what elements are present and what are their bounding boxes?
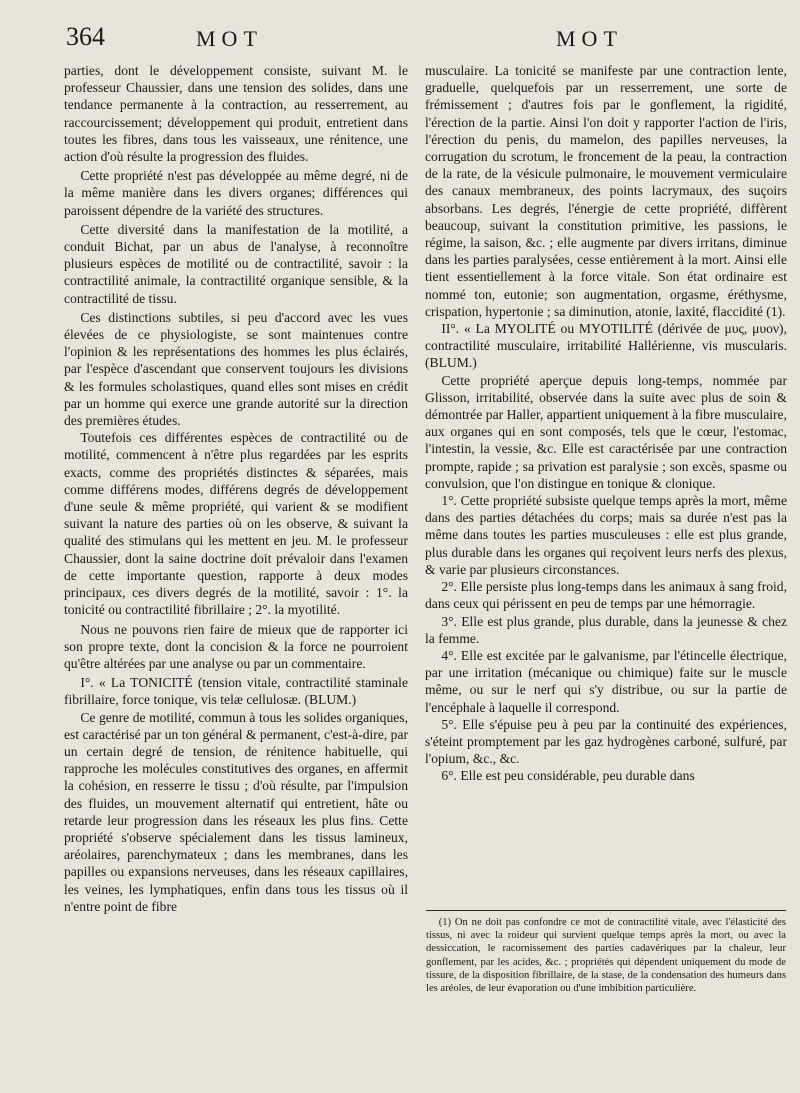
section-heading-tonicite: I°. « La TONICITÉ (tension vitale, contractilité staminale fibrillaire, force tonique, vis telæ cellulosæ. (BLUM.) [64,675,408,708]
left-column [64,62,408,915]
paragraph: Ces distinctions subtiles, si peu d'accord avec les vues élevées de ce physiologiste, se sont maintenues contre l'opinion & les représentations des hommes les plus éclairés, par l'espèce d'ascendant que conservent toujours les divisions & les formules scholastiques, quand elles sont mises en crédit par un homme qui exerce une grande autorité sur la direction des premières études. [64,309,408,429]
paragraph: Cette propriété n'est pas développée au même degré, ni de la même manière dans les divers organes; différences qui paroissent dépendre de la variété des structures. [64,168,408,218]
paragraph: Ce genre de motilité, commun à tous les solides organiques, est caractérisé par un ton général & permanent, c'est-à-dire, par un certain degré de tension, de rénitence habituelle, qui rapproche les molécules constitutives des organes, en affermit la cohésion, en resserre le tissu ; d'où résulte, par l'impulsion des fluides, un mouvement alternatif qui entretient, hâte ou retarde leur progression dans les réseaux les plus fins. Cette propriété s'observe spécialement dans les tissus lamineux, aréolaires, parenchymateux ; dans les membranes, dans les papilles ou expansions nerveuses, dans les réseaux capillaires, les veines, les lymphatiques, enfin dans tous les tissus où il n'entre point de fibre [64,709,409,914]
paragraph: Toutefois ces différentes espèces de contractilité ou de motilité, commencent à n'être plus regardées par les esprits exacts, comme des propriétés distinctes & séparées, mais comme différens modes, différens degrés de développement d'une seule & même propriété, qui varient & se modifient suivant la nature des parties où on les observe, & suivant la qualité des stimulans qui les mettent en jeu. M. le professeur Chaussier, dont la saine doctrine doit prévaloir dans l'examen de cette importante question, rapporte à deux modes principaux, ces divers degrés de la motilité, savoir : 1°. la tonicité ou contractilité fibrillaire ; 2°. la myotilité. [64,430,408,618]
running-head-right: MOT [556,26,623,51]
section-heading-myotilite: II°. « La MYOLITÉ ou MYOTILITÉ (dérivée de μυς, μυον), contractilité musculaire, irritabilité Hallérienne, vis muscularis. (BLUM.) [425,321,787,371]
page-header [0,22,800,56]
paragraph: parties, dont le développement consiste, suivant M. le professeur Chaussier, dans une tension des solides, dans une tendance permanente à la contraction, au resserrement, au raccourcissement; développement qui produit, entretient dans toutes les fibres, dans tous les vaisseaux, une rénitence, une action d'où résulte la progression des fluides. [64,63,408,165]
running-head-left: MOT [196,26,263,51]
list-item: 6°. Elle est peu considérable, peu durable dans [441,768,695,784]
footnote [426,916,786,995]
page-number: 364 [66,22,105,51]
list-item: 2°. Elle persiste plus long-temps dans les animaux à sang froid, dans ceux qui périssent en peu de temps par une hémorragie. [425,579,787,612]
list-item: 1°. Cette propriété subsiste quelque temps après la mort, même dans des parties détachées du corps; mais sa durée n'est pas la même dans toutes les parties musculeuses : elle est plus grande, plus durable dans les organes qui reçoivent leurs nerfs des plexus, & varie par plusieurs circonstances. [425,493,787,577]
footnote-divider [426,910,786,911]
list-item: 3°. Elle est plus grande, plus durable, dans la jeunesse & chez la femme. [425,613,787,646]
paragraph: Cette propriété aperçue depuis long-temps, nommée par Glisson, irritabilité, observée dans la suite avec plus de soin & démontrée par Haller, appartient uniquement à la fibre musculaire, aux organes qui en sont composés, tels que le cœur, l'estomac, l'intestin, la vessie, &c. Elle est caractérisée par une contraction prompte, rapide ; sa privation est paralysie ; son excès, spasme ou convulsion, que l'on distingue en tonique & clonique. [425,372,787,491]
paragraph: musculaire. La tonicité se manifeste par une contraction lente, graduelle, quelquefois par un resserrement, une sorte de frémissement ; d'autres fois par le gonflement, la rigidité, l'érection de la partie. Ainsi l'on doit y rapporter l'action de l'iris, l'érection du penis, du mamelon, des papilles nerveuses, la corrugation du scrotum, le froncement de la peau, la contraction de la rate, de la vésicule pulmonaire, le mouvement vermiculaire des canaux membraneux, des points lacrymaux, des suçoirs absorbans. Les degrés, l'énergie de cette propriété, diffèrent beaucoup, suivant la constitution primitive, les passions, le régime, la saison, &c. ; elle augmente par divers irritans, diminue dans les parties paralysées, cesse entièrement à la mort. Ainsi elle tient essentiellement à la force vitale. Son état ordinaire est nommé ton, eutonie; son augmentation, orgasme, éréthysme, crispation, hypertonie ; sa diminution, atonie, laxité, flaccidité (1). [425,63,787,319]
footnote-text: (1) On ne doit pas confondre ce mot de contractilité vitale, avec l'élasticité des tissus, ni avec la roideur qui survient quelque temps après la mort, ou avec la dessiccation, le racornissement des parties cadavériques par la chaleur, leur gonflement, par les acides, &c. ; propriétés qui dépendent uniquement du mode de tissure, de la disposition fibrillaire, de la stase, de la condensation des humeurs dans les aréoles, de leur évaporation ou d'une imbibition particulière. [426,917,786,995]
paragraph: Nous ne pouvons rien faire de mieux que de rapporter ici son propre texte, dont la concision & la force ne pourroient qu'être altérées par une analyse ou par un commentaire. [64,621,408,671]
paragraph: Cette diversité dans la manifestation de la motilité, a conduit Bichat, par un abus de l'analyse, à reconnoître plusieurs espèces de motilité ou de contractilité, savoir : la contractilité animale, la contractilité organique sensible, & la contractilité de tissu. [64,221,408,306]
right-column [425,62,787,785]
list-item: 4°. Elle est excitée par le galvanisme, par l'étincelle électrique, par une irritation (mécanique ou chimique) faite sur le muscle même, ou sur le nerf qui s'y distribue, ou sur la partie de l'encéphale à laquelle il correspond. [425,647,787,715]
list-item: 5°. Elle s'épuise peu à peu par la continuité des expériences, s'éteint promptement par les gaz hydrogènes carboné, sulfuré, par l'opium, &c., &c. [425,716,787,767]
